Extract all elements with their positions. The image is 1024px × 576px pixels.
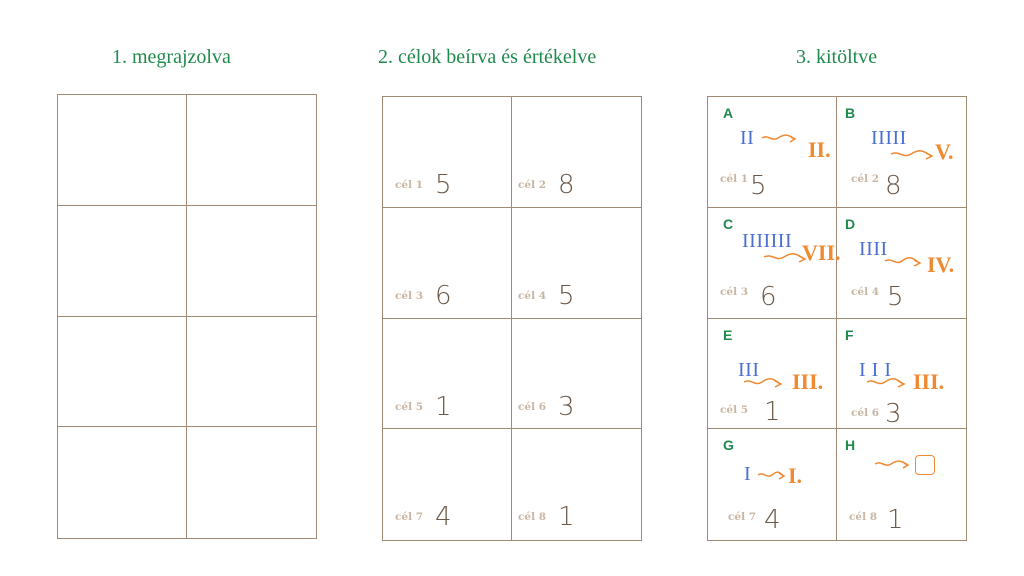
roman-numeral: IV. bbox=[927, 251, 955, 277]
empty-box-icon bbox=[915, 455, 935, 475]
heading-goals-rated: 2. célok beírva és értékelve bbox=[378, 46, 597, 68]
filled-cell-a bbox=[708, 97, 837, 208]
filled-cell-f bbox=[837, 319, 966, 430]
tally-marks: I bbox=[744, 463, 752, 486]
roman-numeral: III. bbox=[913, 368, 945, 394]
goal-score: 8 bbox=[885, 171, 902, 201]
goal-label: cél 5 bbox=[720, 403, 749, 416]
goal-score: 3 bbox=[558, 391, 575, 422]
grid-drawn bbox=[57, 94, 317, 539]
goal-score: 4 bbox=[764, 505, 781, 536]
squiggle-arrow-icon bbox=[873, 459, 913, 473]
goal-cell bbox=[512, 97, 641, 208]
goal-cell bbox=[512, 208, 641, 319]
tally-marks: IIIII bbox=[871, 127, 907, 149]
goal-cell bbox=[383, 429, 512, 540]
grid1-cell bbox=[58, 206, 187, 317]
goal-score: 3 bbox=[885, 398, 902, 429]
goal-label: cél 8 bbox=[849, 511, 878, 524]
squiggle-arrow-icon bbox=[742, 377, 786, 391]
goal-score: 1 bbox=[558, 502, 575, 533]
goal-label: cél 5 bbox=[395, 400, 424, 413]
roman-numeral: III. bbox=[792, 368, 824, 394]
grid1-cell bbox=[58, 317, 187, 428]
filled-cell-b bbox=[837, 97, 966, 208]
squiggle-arrow-icon bbox=[865, 377, 909, 391]
tally-marks: I I I bbox=[859, 358, 892, 381]
goal-label: cél 7 bbox=[395, 511, 424, 524]
goal-label: cél 6 bbox=[851, 406, 880, 419]
goal-label: cél 3 bbox=[720, 285, 749, 298]
goal-label: cél 4 bbox=[851, 285, 880, 298]
cell-letter: A bbox=[723, 105, 734, 121]
goal-score: 6 bbox=[435, 280, 452, 311]
goal-label: cél 6 bbox=[518, 400, 547, 413]
goal-label: cél 7 bbox=[728, 511, 757, 524]
tally-marks: IIIIIII bbox=[742, 229, 793, 252]
goal-score: 5 bbox=[750, 171, 767, 201]
grid1-cell bbox=[187, 427, 316, 538]
grid1-cell bbox=[58, 95, 187, 206]
grid1-cell bbox=[187, 317, 316, 428]
grid1-cell bbox=[187, 206, 316, 317]
cell-letter: F bbox=[845, 326, 854, 343]
roman-numeral: II. bbox=[808, 137, 831, 162]
roman-numeral: VII. bbox=[802, 239, 841, 265]
filled-cell-e bbox=[708, 319, 837, 430]
goal-label: cél 1 bbox=[720, 173, 749, 185]
cell-letter: B bbox=[845, 105, 856, 121]
goal-cell bbox=[383, 97, 512, 208]
goal-cell bbox=[512, 429, 641, 540]
goal-label: cél 4 bbox=[518, 289, 547, 302]
goal-score: 4 bbox=[435, 502, 452, 533]
goal-cell bbox=[512, 319, 641, 430]
cell-letter: E bbox=[723, 326, 733, 343]
tally-marks: IIII bbox=[859, 237, 888, 260]
heading-drawn: 1. megrajzolva bbox=[112, 46, 231, 68]
tally-marks: II bbox=[740, 127, 755, 149]
cell-letter: H bbox=[845, 437, 856, 454]
goal-label: cél 2 bbox=[518, 179, 547, 191]
squiggle-arrow-icon bbox=[883, 256, 925, 270]
cell-letter: C bbox=[723, 215, 734, 232]
grid1-cell bbox=[58, 427, 187, 538]
grid-goals bbox=[382, 96, 642, 541]
filled-cell-d bbox=[837, 208, 966, 319]
goal-score: 5 bbox=[435, 170, 452, 200]
filled-cell-g bbox=[708, 429, 837, 540]
goal-score: 1 bbox=[887, 505, 904, 536]
cell-letter: D bbox=[845, 215, 856, 232]
goal-score: 5 bbox=[887, 281, 904, 312]
goal-label: cél 3 bbox=[395, 289, 424, 302]
goal-cell bbox=[383, 319, 512, 430]
goal-label: cél 2 bbox=[851, 173, 880, 185]
roman-numeral: I. bbox=[788, 463, 803, 489]
goal-cell bbox=[383, 208, 512, 319]
grid-filled bbox=[707, 96, 967, 541]
tally-marks: III bbox=[738, 358, 760, 381]
cell-letter: G bbox=[723, 437, 734, 454]
grid1-cell bbox=[187, 95, 316, 206]
goal-score: 5 bbox=[558, 280, 575, 311]
squiggle-arrow-icon bbox=[889, 149, 937, 163]
goal-label: cél 8 bbox=[518, 511, 547, 524]
goal-score: 6 bbox=[760, 281, 777, 312]
filled-cell-c bbox=[708, 208, 841, 319]
squiggle-arrow-icon bbox=[756, 469, 788, 483]
heading-filled: 3. kitöltve bbox=[796, 46, 878, 68]
filled-cell-h bbox=[837, 429, 966, 540]
goal-score: 1 bbox=[764, 396, 781, 427]
goal-label: cél 1 bbox=[395, 179, 424, 191]
squiggle-arrow-icon bbox=[760, 133, 800, 147]
goal-score: 1 bbox=[435, 391, 452, 422]
goal-score: 8 bbox=[558, 170, 575, 200]
roman-numeral: V. bbox=[935, 139, 954, 164]
